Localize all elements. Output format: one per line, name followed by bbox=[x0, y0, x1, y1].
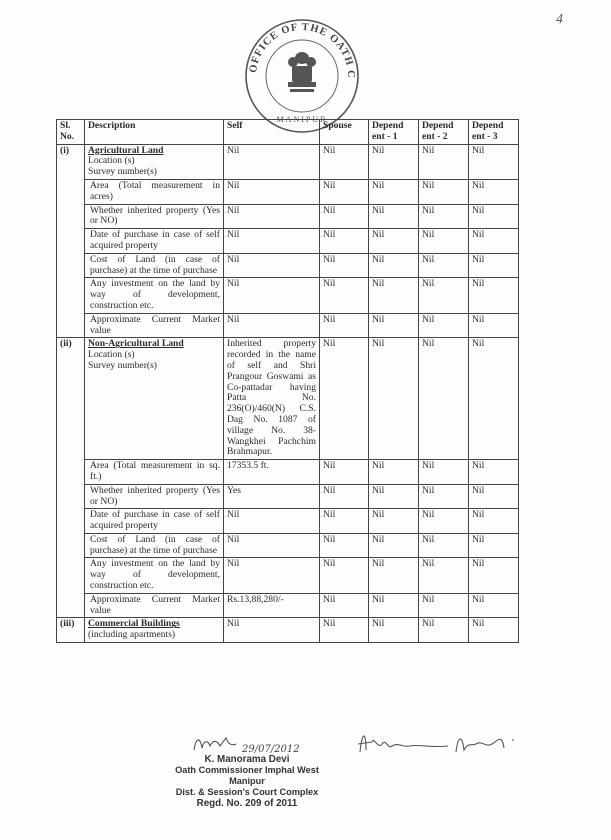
section-row bbox=[57, 618, 519, 643]
table-row bbox=[57, 253, 519, 278]
cell-dependent-1: Nil bbox=[369, 338, 419, 460]
row-description: Cost of Land (in case of purchase) at the time of purchase bbox=[85, 253, 224, 278]
cell-dependent-1: Nil bbox=[369, 558, 419, 593]
cell-dependent-3: Nil bbox=[469, 533, 519, 558]
cell-spouse: Nil bbox=[320, 593, 369, 618]
header-sl: Sl. No. bbox=[57, 120, 85, 145]
cell-self: Nil bbox=[224, 204, 320, 229]
cell-dependent-1: Nil bbox=[369, 618, 419, 643]
cell-spouse: Nil bbox=[320, 484, 369, 509]
cell-dependent-2: Nil bbox=[419, 144, 469, 179]
table-row bbox=[57, 533, 519, 558]
commissioner-regd-no: Regd. No. 209 of 2011 bbox=[196, 798, 298, 809]
header-self: Self bbox=[224, 120, 320, 145]
oath-commissioner-seal bbox=[226, 6, 376, 134]
cell-dependent-3: Nil bbox=[469, 313, 519, 338]
cell-self: Nil bbox=[224, 618, 320, 643]
declarant-signature bbox=[352, 722, 552, 762]
section-row bbox=[57, 338, 519, 460]
cell-dependent-2: Nil bbox=[419, 593, 469, 618]
table-row bbox=[57, 179, 519, 204]
cell-dependent-2: Nil bbox=[419, 558, 469, 593]
header-spouse: Spouse bbox=[320, 120, 369, 145]
sl-number: (ii) bbox=[57, 338, 85, 618]
sl-number: (iii) bbox=[57, 618, 85, 643]
row-description: Whether inherited property (Yes or NO) bbox=[85, 484, 224, 509]
cell-spouse: Nil bbox=[320, 179, 369, 204]
cell-spouse: Nil bbox=[320, 533, 369, 558]
cell-dependent-2: Nil bbox=[419, 229, 469, 254]
cell-dependent-1: Nil bbox=[369, 460, 419, 485]
cell-spouse: Nil bbox=[320, 460, 369, 485]
section-description bbox=[85, 338, 224, 460]
cell-self: Nil bbox=[224, 253, 320, 278]
cell-dependent-1: Nil bbox=[369, 533, 419, 558]
section-description bbox=[85, 144, 224, 179]
cell-spouse: Nil bbox=[320, 229, 369, 254]
row-description: Whether inherited property (Yes or NO) bbox=[85, 204, 224, 229]
header-dependent-3: Depend ent - 3 bbox=[469, 120, 519, 145]
row-description: Any investment on the land by way of development, construction etc. bbox=[85, 558, 224, 593]
row-description: Area (Total measurement in acres) bbox=[85, 179, 224, 204]
table-row bbox=[57, 460, 519, 485]
commissioner-signature bbox=[152, 732, 342, 754]
cell-dependent-1: Nil bbox=[369, 278, 419, 313]
table-row bbox=[57, 484, 519, 509]
svg-text:MANIPUR: MANIPUR bbox=[276, 115, 328, 124]
header-dependent-1: Depend ent - 1 bbox=[369, 120, 419, 145]
sl-number: (i) bbox=[57, 144, 85, 338]
table-row bbox=[57, 204, 519, 229]
cell-dependent-2: Nil bbox=[419, 338, 469, 460]
cell-dependent-3: Nil bbox=[469, 484, 519, 509]
cell-dependent-3: Nil bbox=[469, 204, 519, 229]
cell-self: Nil bbox=[224, 278, 320, 313]
cell-spouse: Nil bbox=[320, 253, 369, 278]
cell-dependent-2: Nil bbox=[419, 179, 469, 204]
section-subline: Location (s) bbox=[88, 349, 135, 361]
cell-self: 17353.5 ft. bbox=[224, 460, 320, 485]
cell-self: Inherited property recorded in the name of self and Shri Prangour Goswami as Co-pattadar having Patta No. 236(O)/460(N) C.S. Dag No. 1087 of village No. 38-Wangkhei Pachchim Brahmapur. bbox=[224, 338, 320, 460]
cell-self: Nil bbox=[224, 558, 320, 593]
section-subline: Survey number(s) bbox=[88, 359, 158, 371]
row-description: Cost of Land (in case of purchase) at the time of purchase bbox=[85, 533, 224, 558]
cell-self: Nil bbox=[224, 144, 320, 179]
row-description: Area (Total measurement in sq. ft.) bbox=[85, 460, 224, 485]
section-subline: Survey number(s) bbox=[88, 166, 158, 178]
cell-dependent-3: Nil bbox=[469, 593, 519, 618]
section-title: Non-Agricultural Land bbox=[88, 338, 184, 350]
cell-dependent-3: Nil bbox=[469, 338, 519, 460]
table-row bbox=[57, 229, 519, 254]
commissioner-designation: Oath Commissioner Imphal West bbox=[175, 765, 319, 775]
row-description: Approximate Current Market value bbox=[85, 313, 224, 338]
cell-spouse: Nil bbox=[320, 618, 369, 643]
section-subline: Location (s) bbox=[88, 155, 135, 167]
cell-self: Nil bbox=[224, 179, 320, 204]
cell-dependent-2: Nil bbox=[419, 278, 469, 313]
cell-spouse: Nil bbox=[320, 558, 369, 593]
table-row bbox=[57, 278, 519, 313]
cell-dependent-2: Nil bbox=[419, 204, 469, 229]
cell-self: Yes bbox=[224, 484, 320, 509]
cell-dependent-3: Nil bbox=[469, 278, 519, 313]
cell-dependent-3: Nil bbox=[469, 179, 519, 204]
section-title: Commercial Buildings bbox=[88, 618, 180, 630]
cell-self: Nil bbox=[224, 509, 320, 534]
commissioner-state: Manipur bbox=[229, 776, 265, 786]
cell-dependent-2: Nil bbox=[419, 509, 469, 534]
cell-dependent-2: Nil bbox=[419, 618, 469, 643]
cell-dependent-2: Nil bbox=[419, 533, 469, 558]
cell-dependent-2: Nil bbox=[419, 460, 469, 485]
row-description: Any investment on the land by way of development, construction etc. bbox=[85, 278, 224, 313]
row-description: Date of purchase in case of self acquired property bbox=[85, 509, 224, 534]
cell-dependent-1: Nil bbox=[369, 179, 419, 204]
commissioner-court: Dist. & Session's Court Complex bbox=[175, 787, 319, 797]
attestation-date: 29/07/2012 bbox=[242, 744, 300, 754]
cell-dependent-3: Nil bbox=[469, 253, 519, 278]
table-header-row bbox=[57, 120, 519, 145]
section-row bbox=[57, 144, 519, 179]
cell-dependent-2: Nil bbox=[419, 484, 469, 509]
cell-dependent-1: Nil bbox=[369, 484, 419, 509]
section-description bbox=[85, 618, 224, 643]
table-row bbox=[57, 509, 519, 534]
section-title: Agricultural Land bbox=[88, 144, 164, 156]
table-row bbox=[57, 558, 519, 593]
row-description: Approximate Current Market value bbox=[85, 593, 224, 618]
property-declaration-table bbox=[56, 119, 519, 643]
cell-self: Rs.13,88,280/- bbox=[224, 593, 320, 618]
cell-dependent-1: Nil bbox=[369, 229, 419, 254]
cell-spouse: Nil bbox=[320, 313, 369, 338]
page-number: 4 bbox=[556, 12, 563, 27]
table-row bbox=[57, 313, 519, 338]
cell-dependent-1: Nil bbox=[369, 313, 419, 338]
cell-dependent-3: Nil bbox=[469, 460, 519, 485]
attestation-stamp bbox=[152, 732, 342, 809]
cell-spouse: Nil bbox=[320, 204, 369, 229]
cell-dependent-3: Nil bbox=[469, 144, 519, 179]
header-description: Description bbox=[85, 120, 224, 145]
cell-spouse: Nil bbox=[320, 144, 369, 179]
cell-dependent-3: Nil bbox=[469, 229, 519, 254]
cell-dependent-2: Nil bbox=[419, 253, 469, 278]
cell-dependent-1: Nil bbox=[369, 204, 419, 229]
cell-dependent-1: Nil bbox=[369, 253, 419, 278]
cell-dependent-3: Nil bbox=[469, 618, 519, 643]
cell-spouse: Nil bbox=[320, 338, 369, 460]
row-description: Date of purchase in case of self acquired property bbox=[85, 229, 224, 254]
svg-text:OFFICE OF THE OATH COMMISSIONE: OFFICE OF THE OATH C bbox=[247, 21, 357, 79]
cell-spouse: Nil bbox=[320, 278, 369, 313]
cell-self: Nil bbox=[224, 533, 320, 558]
commissioner-name: K. Manorama Devi bbox=[204, 754, 290, 765]
cell-self: Nil bbox=[224, 229, 320, 254]
cell-dependent-2: Nil bbox=[419, 313, 469, 338]
table-row bbox=[57, 593, 519, 618]
cell-dependent-1: Nil bbox=[369, 144, 419, 179]
header-dependent-2: Depend ent - 2 bbox=[419, 120, 469, 145]
cell-dependent-3: Nil bbox=[469, 558, 519, 593]
cell-self: Nil bbox=[224, 313, 320, 338]
section-subline: (including apartments) bbox=[88, 629, 176, 641]
cell-dependent-1: Nil bbox=[369, 509, 419, 534]
cell-dependent-1: Nil bbox=[369, 593, 419, 618]
cell-dependent-3: Nil bbox=[469, 509, 519, 534]
cell-spouse: Nil bbox=[320, 509, 369, 534]
